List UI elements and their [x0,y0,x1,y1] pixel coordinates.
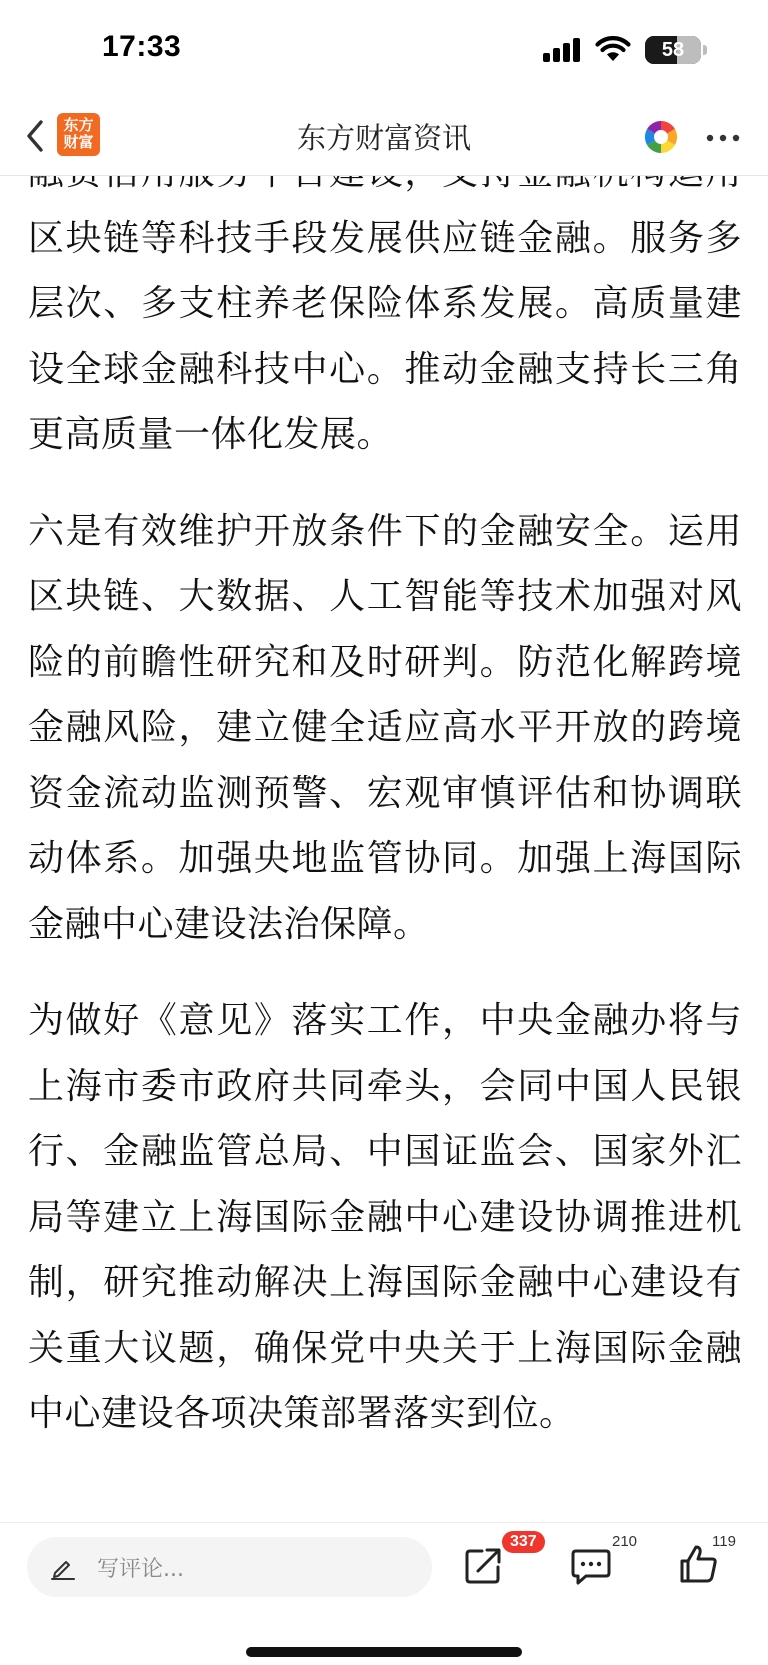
pencil-icon [49,1553,77,1581]
share-count-badge: 337 [502,1531,545,1553]
comment-icon[interactable] [570,1545,612,1587]
share-icon[interactable] [462,1543,506,1587]
wifi-icon [595,36,631,62]
more-icon[interactable] [706,134,740,142]
bottom-action-bar [0,1522,768,1665]
status-bar [0,0,768,100]
comment-count: 210 [612,1533,638,1550]
cellular-signal-icon [543,38,583,62]
colorful-spinner-icon[interactable] [644,120,678,154]
comment-placeholder: 写评论... [97,1557,184,1582]
article-paragraph-1: 区块链等科技手段发展供应链金融。服务多层次、多支柱养老保险体系发展。高质量建设全球金融科技中心。推动金融支持长三角更高质量一体化发展。 [28,217,742,455]
battery-icon [645,36,701,64]
article-body [0,140,768,1522]
battery-level: 58 [661,39,685,61]
home-indicator [246,1647,522,1657]
status-time: 17:33 [102,30,182,63]
brand-logo[interactable]: 东方财富 [57,113,100,156]
article-paragraph-2: 六是有效维护开放条件下的金融安全。运用区块链、大数据、人工智能等技术加强对风险的前瞻性研究和及时研判。防范化解跨境金融风险，建立健全适应高水平开放的跨境资金流动监测预警、宏观审慎评估和协调联动体系。加强央地监管协同。加强上海国际金融中心建设法治保障。 [28,510,742,945]
nav-bar [0,100,768,176]
like-count: 119 [712,1533,736,1550]
battery-tip [703,45,707,55]
page-title: 东方财富资讯 [296,121,471,155]
article-paragraph-3: 为做好《意见》落实工作，中央金融办将与上海市委市政府共同牵头，会同中国人民银行、金融监管总局、中国证监会、国家外汇局等建立上海国际金融中心建设协调推进机制，研究推动解决上海国际金融中心建设有关重大议题，确保党中央关于上海国际金融中心建设各项决策部署落实到位。 [28,1000,742,1434]
comment-input[interactable] [27,1537,432,1597]
